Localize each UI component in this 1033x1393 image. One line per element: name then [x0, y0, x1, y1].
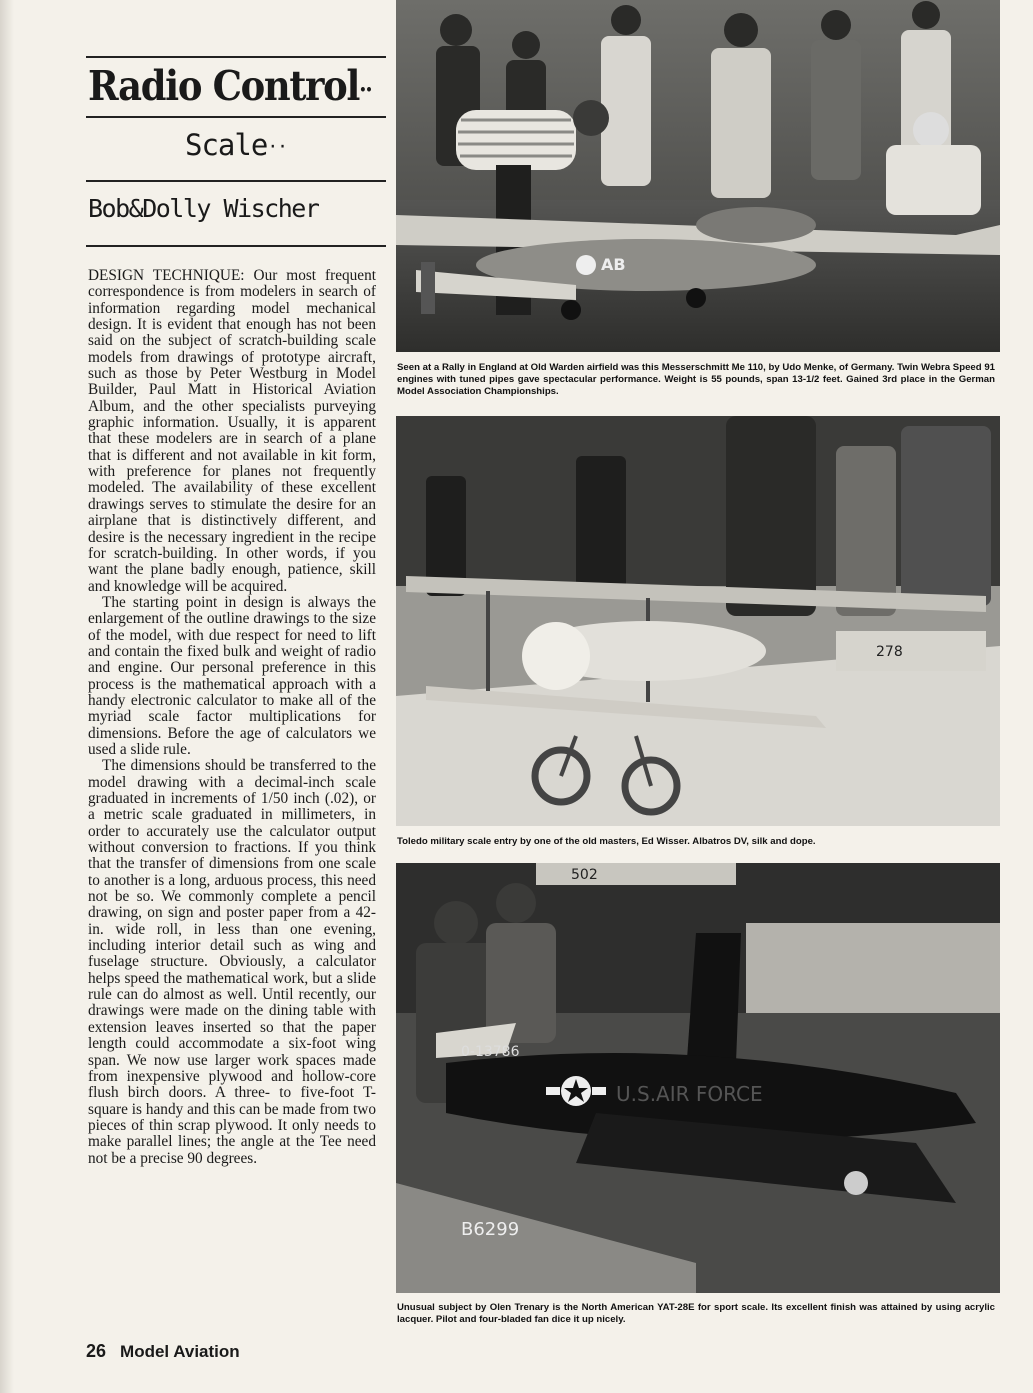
caption-yat28e: Unusual subject by Olen Trenary is the North American YAT-28E for sport scale. Its excellent finish was attained by using acrylic lacquer. Pilot and four-bladed fan dice it up nicely. [397, 1302, 995, 1325]
other-marking: B6299 [461, 1219, 520, 1240]
photo-me110 [396, 0, 1000, 352]
photo-yat28e [396, 863, 1000, 1293]
header-rule-2 [86, 116, 386, 118]
article-paragraph-3: The dimensions should be transferred to the model drawing with a decimal-inch scale graduated in increments of 1/50 inch (.02), or a metric scale graduated in millimeters, in order to accurately use the calculator output without conversion to fractions. If you think that the transfer of dimensions from one scale to another is a long, arduous process, this need not be so. We commonly complete a pencil drawing, on sign and poster paper from a 42-in. wide roll, in less than one evening, including interior detail such as wing and fuselage structure. Obviously, a calculator helps speed the mathematical work, but a slide rule can do almost as well. Until recently, our drawings were made on the dining table with extension leaves inserted so that the paper length could accommodate a six-foot wing span. We now use larger work spaces made from inexpensive plywood and hollow-core flush birch doors. A three- to five-foot T-square is handy and this can be made from two pieces of thin scrap plywood. It only needs to make parallel lines; the angle at the Tee need not be a precise 90 degrees. [88, 757, 376, 1167]
fuselage-text: U.S.AIR FORCE [616, 1082, 763, 1106]
plane-marking: AB [601, 255, 626, 274]
magazine-name: Model Aviation [120, 1342, 240, 1361]
photo-albatros [396, 416, 1000, 826]
department-title: Radio Control·· [88, 62, 372, 110]
article-body [88, 268, 376, 1167]
page-footer [86, 1341, 240, 1362]
author-byline: Bob&Dolly Wischer [88, 194, 319, 223]
header-rule-top [86, 56, 386, 58]
tail-number: 0-13786 [461, 1044, 520, 1060]
banner-number: 502 [571, 867, 598, 883]
page-edge-shadow [0, 0, 14, 1393]
header-rule-3 [86, 180, 386, 182]
caption-me110: Seen at a Rally in England at Old Warden airfield was this Messerschmitt Me 110, by Udo Menke, of Germany. Twin Webra Speed 91 engines with tuned pipes gave spectacular performance. Weight is 55 pounds, span 13-1/2 feet. Gained 3rd place in the German Model Association Championships. [397, 362, 995, 397]
article-paragraph-1: DESIGN TECHNIQUE: Our most frequent correspondence is from modelers in search of information regarding model mechanical design. It is evident that enough has not been said on the subject of scratch-building scale models from drawings of prototype aircraft, such as those by Peter Westburg in Model Builder, Paul Matt in Historical Aviation Album, and the other specialists purveying graphic information. Usually, it is apparent that these modelers are in search of a plane that is different and not available in kit form, with preference for planes not frequently modeled. The availability of these excellent drawings serves to stimulate the desire for an airplane that is distinctively different, and desire is the necessary ingredient in the recipe for scratch-building. In other words, if you want the plane badly enough, patience, skill and knowledge will be acquired. [88, 267, 376, 595]
header-rule-bottom [86, 245, 386, 247]
caption-albatros: Toledo military scale entry by one of the old masters, Ed Wisser. Albatros DV, silk and dope. [397, 836, 816, 847]
page-number: 26 [86, 1341, 107, 1361]
article-paragraph-2: The starting point in design is always the enlargement of the outline drawings to the size of the model, with due respect for need to lift and contain the fixed bulk and weight of radio and engine. Our personal preference in this process is the mathematical approach with a handy electronic calculator to make all of the myriad scale factor multiplications for dimensions. Before the age of calculators we used a slide rule. [88, 593, 376, 758]
department-subject: Scale·· [185, 128, 287, 162]
plane-marking: 278 [876, 644, 903, 660]
